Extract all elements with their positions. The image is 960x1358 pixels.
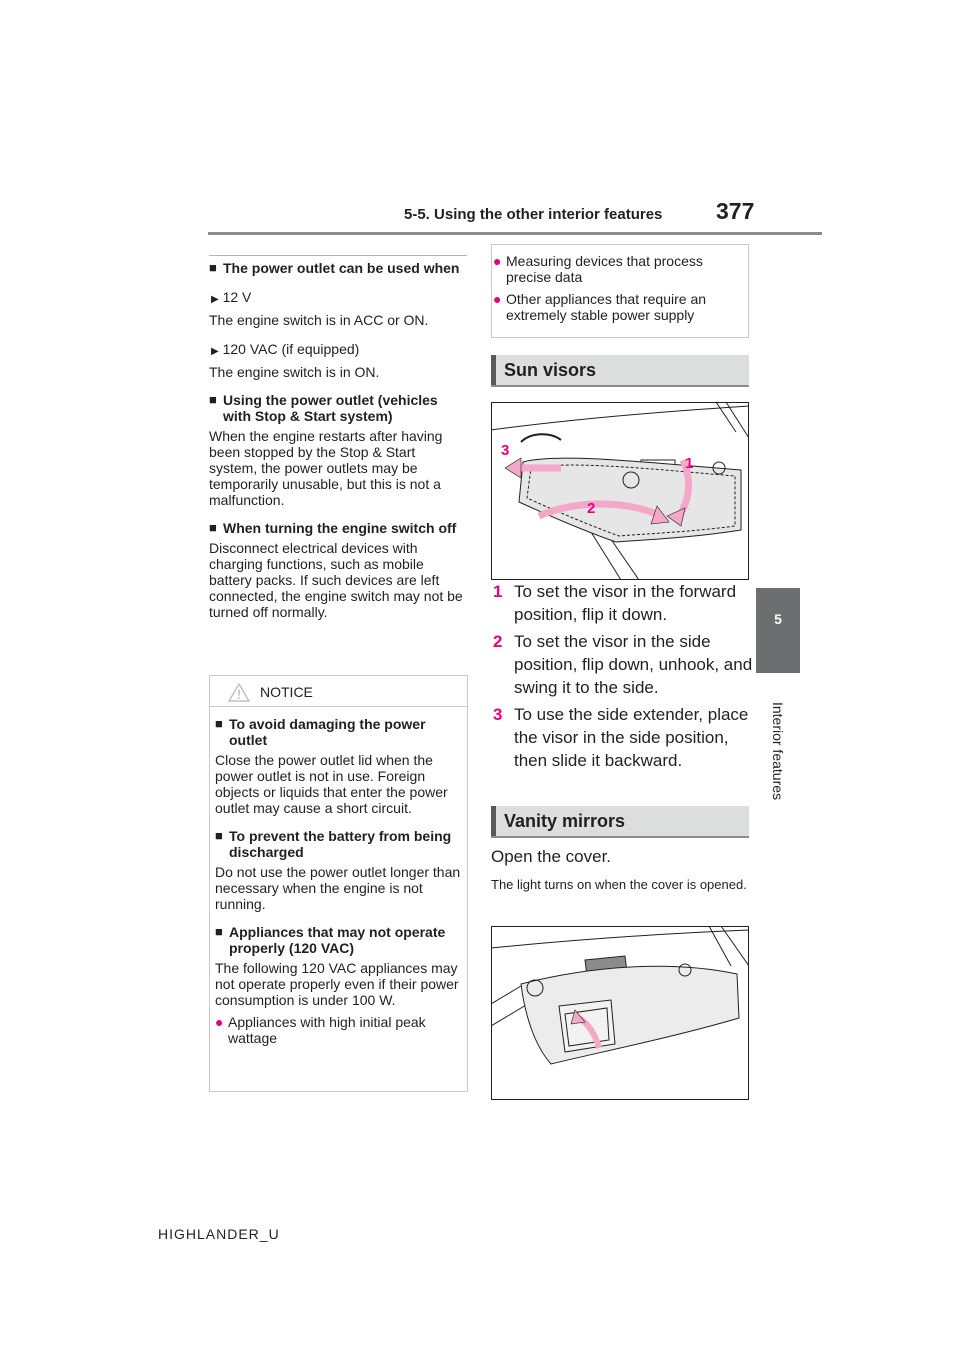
- heading-engine-off: ■ When turning the engine switch off: [209, 520, 457, 536]
- list-item: ● Appliances with high initial peak wattage: [215, 1014, 426, 1046]
- heading-stop-start: ■ Using the power outlet (vehicles with Stop & Start system): [209, 392, 438, 424]
- dot-bullet-icon: ●: [215, 1014, 224, 1030]
- square-bullet-icon: ■: [209, 392, 217, 407]
- section-heading-vanity-mirrors: Vanity mirrors: [491, 806, 749, 838]
- vanity-mirror-illustration: [491, 926, 749, 1100]
- notice-box: [209, 675, 468, 1092]
- engine-off-text: Disconnect electrical devices with charging functions, such as mobile battery packs. If such devices are left connected, the engine switch may not be turned off normally.: [209, 540, 463, 620]
- open-cover-text: Open the cover.: [491, 847, 612, 866]
- stop-start-text: When the engine restarts after having been stopped by the Stop & Start system, the power outlets may be temporarily unusable, but this is not a malfunction.: [209, 428, 443, 508]
- triangle-bullet-icon: ▶: [211, 346, 219, 357]
- notice-title: NOTICE: [260, 684, 313, 700]
- dot-bullet-icon: ●: [493, 253, 502, 269]
- notice-header: [210, 676, 467, 707]
- square-bullet-icon: ■: [215, 716, 223, 731]
- square-bullet-icon: ■: [215, 924, 223, 939]
- chapter-tab: [756, 588, 800, 673]
- notice-battery-text: Do not use the power outlet longer than necessary when the engine is not running.: [215, 864, 461, 912]
- heading-outlet-usable: ■ The power outlet can be used when: [209, 260, 460, 276]
- section-title: 5-5. Using the other interior features: [404, 206, 663, 223]
- item-12v: ▶ 12 V: [211, 289, 252, 305]
- item-120v-text: The engine switch is in ON.: [209, 364, 380, 380]
- left-column: [209, 255, 467, 620]
- callout-2: 2: [587, 500, 596, 517]
- footer-model: HIGHLANDER_U: [158, 1226, 280, 1242]
- notice-heading-damage: ■ To avoid damaging the power outlet: [215, 716, 426, 748]
- item-120v: ▶ 120 VAC (if equipped): [211, 341, 360, 357]
- chapter-number: 5: [774, 611, 782, 627]
- dot-bullet-icon: ●: [493, 291, 502, 307]
- step-3: 3 To use the side extender, place the visor in the side position, then slide it backward.: [493, 705, 749, 770]
- notice-heading-appliances: ■ Appliances that may not operate properly (120 VAC): [215, 924, 446, 956]
- square-bullet-icon: ■: [209, 260, 217, 275]
- notice-damage-text: Close the power outlet lid when the power outlet is not in use. Foreign objects or liquids that enter the power outlet may cause a short circuit.: [215, 752, 448, 816]
- sun-visor-illustration: [491, 402, 749, 580]
- notice-box-continued: [491, 244, 749, 338]
- section-heading-sun-visors: Sun visors: [491, 355, 749, 387]
- warning-icon: [228, 683, 250, 702]
- separator: [209, 255, 467, 256]
- notice-appliances-text: The following 120 VAC appliances may not operate properly even if their power consumption is under 100 W.: [215, 960, 459, 1008]
- callout-3: 3: [501, 442, 510, 459]
- list-item: ● Measuring devices that process precise data: [493, 253, 703, 285]
- page-number: 377: [716, 198, 755, 224]
- notice-body: [210, 707, 467, 1046]
- header-rule: [208, 232, 822, 235]
- list-item: ● Other appliances that require an extremely stable power supply: [493, 291, 707, 323]
- step-2: 2 To set the visor in the side position, flip down, unhook, and swing it to the side.: [493, 632, 753, 697]
- chapter-label-wrap: [756, 676, 800, 826]
- chapter-label: Interior features: [770, 701, 786, 801]
- sun-visor-steps: [491, 580, 753, 776]
- triangle-bullet-icon: ▶: [211, 294, 219, 305]
- square-bullet-icon: ■: [209, 520, 217, 535]
- notice-heading-battery: ■ To prevent the battery from being discharged: [215, 828, 452, 860]
- light-note: The light turns on when the cover is opened.: [491, 877, 747, 892]
- callout-1: 1: [685, 455, 694, 472]
- item-12v-text: The engine switch is in ACC or ON.: [209, 312, 429, 328]
- step-1: 1 To set the visor in the forward position, flip it down.: [493, 582, 737, 624]
- square-bullet-icon: ■: [215, 828, 223, 843]
